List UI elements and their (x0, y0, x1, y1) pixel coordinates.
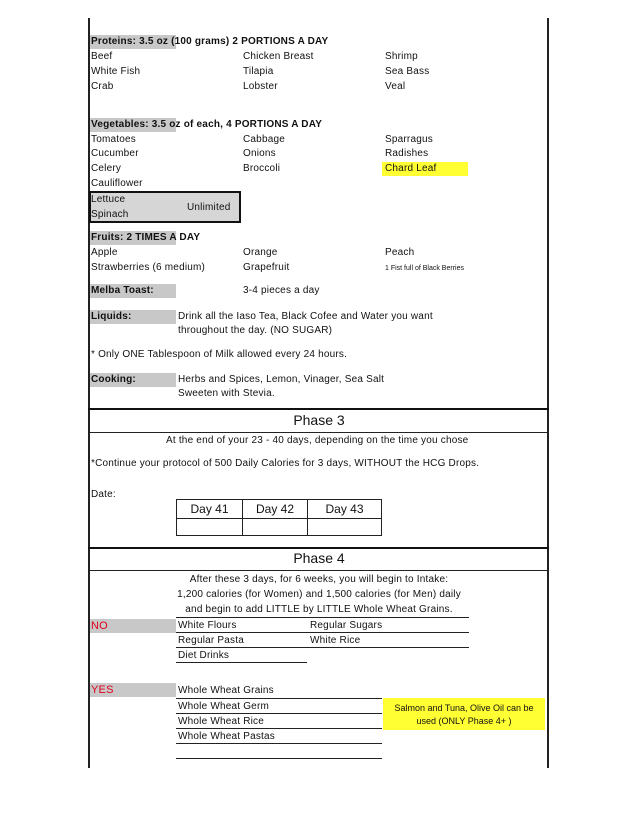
vegetables-header: Vegetables: 3.5 oz of each, 4 PORTIONS A DAY (91, 119, 323, 130)
list-item: Whole Wheat Grains (178, 685, 274, 696)
list-item: Whole Wheat Rice (178, 716, 265, 727)
no-rule (176, 647, 469, 648)
yes-rule (176, 758, 382, 759)
phase4-intro: After these 3 days, for 6 weeks, you will begin to Intake: (189, 574, 449, 585)
list-item: Lobster (243, 81, 278, 92)
melba-label: Melba Toast: (91, 285, 154, 296)
date-cell (307, 518, 382, 536)
unlimited-label: Unlimited (187, 202, 231, 213)
list-item: Chard Leaf (385, 163, 437, 174)
date-cell (176, 518, 243, 536)
no-label: NO (91, 620, 108, 632)
list-item: Whole Wheat Pastas (178, 731, 275, 742)
list-item: Tilapia (243, 66, 274, 77)
no-rule (176, 662, 307, 663)
list-item: Broccoli (243, 163, 281, 174)
phase4-top-rule (88, 547, 549, 549)
list-item: Regular Pasta (178, 635, 244, 646)
list-item: Grapefruit (243, 262, 290, 273)
cooking-label: Cooking: (91, 374, 136, 385)
list-item: Shrimp (385, 51, 418, 62)
list-item: Tomatoes (91, 134, 136, 145)
list-item: Whole Wheat Germ (178, 701, 270, 712)
phase4-intro: 1,200 calories (for Women) and 1,500 calories (for Men) daily (177, 589, 461, 600)
list-item: White Flours (178, 620, 237, 631)
yes-rule (176, 728, 382, 729)
list-item: Radishes (385, 148, 429, 159)
cooking-line: Sweeten with Stevia. (178, 388, 275, 399)
list-item: Sparragus (385, 134, 433, 145)
list-item: Cabbage (243, 134, 285, 145)
list-item: White Rice (310, 635, 361, 646)
liquids-line: throughout the day. (NO SUGAR) (178, 325, 333, 336)
day-label: Day 43 (325, 502, 364, 516)
no-rule (176, 617, 469, 618)
phase3-title-rule (88, 432, 549, 433)
right-border (547, 18, 549, 768)
phase3-title: Phase 3 (293, 412, 345, 428)
list-item: Chicken Breast (243, 51, 314, 62)
list-item: 1 Fist full of Black Berries (385, 265, 464, 272)
day-label: Day 42 (255, 502, 295, 516)
list-item: Beef (91, 51, 113, 62)
list-item: Diet Drinks (178, 650, 230, 661)
salmon-tuna-note: Salmon and Tuna, Olive Oil can be (394, 703, 534, 713)
date-label: Date: (91, 489, 116, 500)
phase4-intro: and begin to add LITTLE by LITTLE Whole Wheat Grains. (185, 604, 453, 615)
list-item: Peach (385, 247, 415, 258)
cooking-line: Herbs and Spices, Lemon, Vinager, Sea Salt (178, 374, 385, 385)
no-rule (176, 632, 469, 633)
yes-rule (176, 698, 382, 699)
yes-rule (176, 713, 382, 714)
yes-rule (176, 743, 382, 744)
list-item: Apple (91, 247, 118, 258)
list-item: Strawberries (6 medium) (91, 262, 206, 273)
milk-note: * Only ONE Tablespoon of Milk allowed every 24 hours. (91, 349, 348, 360)
proteins-header: Proteins: 3.5 oz (100 grams) 2 PORTIONS A DAY (91, 36, 329, 47)
fruits-header: Fruits: 2 TIMES A DAY (91, 232, 201, 243)
yes-label: YES (91, 684, 114, 696)
phase4-title-rule (88, 570, 549, 571)
phase4-title: Phase 4 (293, 550, 345, 566)
liquids-label: Liquids: (91, 311, 132, 322)
list-item: Cucumber (91, 148, 139, 159)
salmon-tuna-note: used (ONLY Phase 4+ ) (416, 716, 512, 726)
date-cell (242, 518, 308, 536)
list-item: White Fish (91, 66, 141, 77)
list-item: Regular Sugars (310, 620, 383, 631)
phase3-note: *Continue your protocol of 500 Daily Calories for 3 days, WITHOUT the HCG Drops. (91, 458, 480, 469)
list-item: Celery (91, 163, 122, 174)
list-item: Orange (243, 247, 278, 258)
list-item: Crab (91, 81, 114, 92)
list-item: Veal (385, 81, 406, 92)
list-item: Sea Bass (385, 66, 430, 77)
day-label: Day 41 (190, 502, 229, 516)
list-item: Spinach (91, 209, 129, 220)
list-item: Lettuce (91, 194, 126, 205)
phase3-top-rule (88, 408, 549, 410)
list-item: Cauliflower (91, 178, 143, 189)
phase3-subtitle: At the end of your 23 - 40 days, depending on the time you chose (166, 435, 469, 446)
melba-value: 3-4 pieces a day (243, 285, 320, 296)
liquids-line: Drink all the Iaso Tea, Black Cofee and Water you want (178, 311, 433, 322)
list-item: Onions (243, 148, 276, 159)
